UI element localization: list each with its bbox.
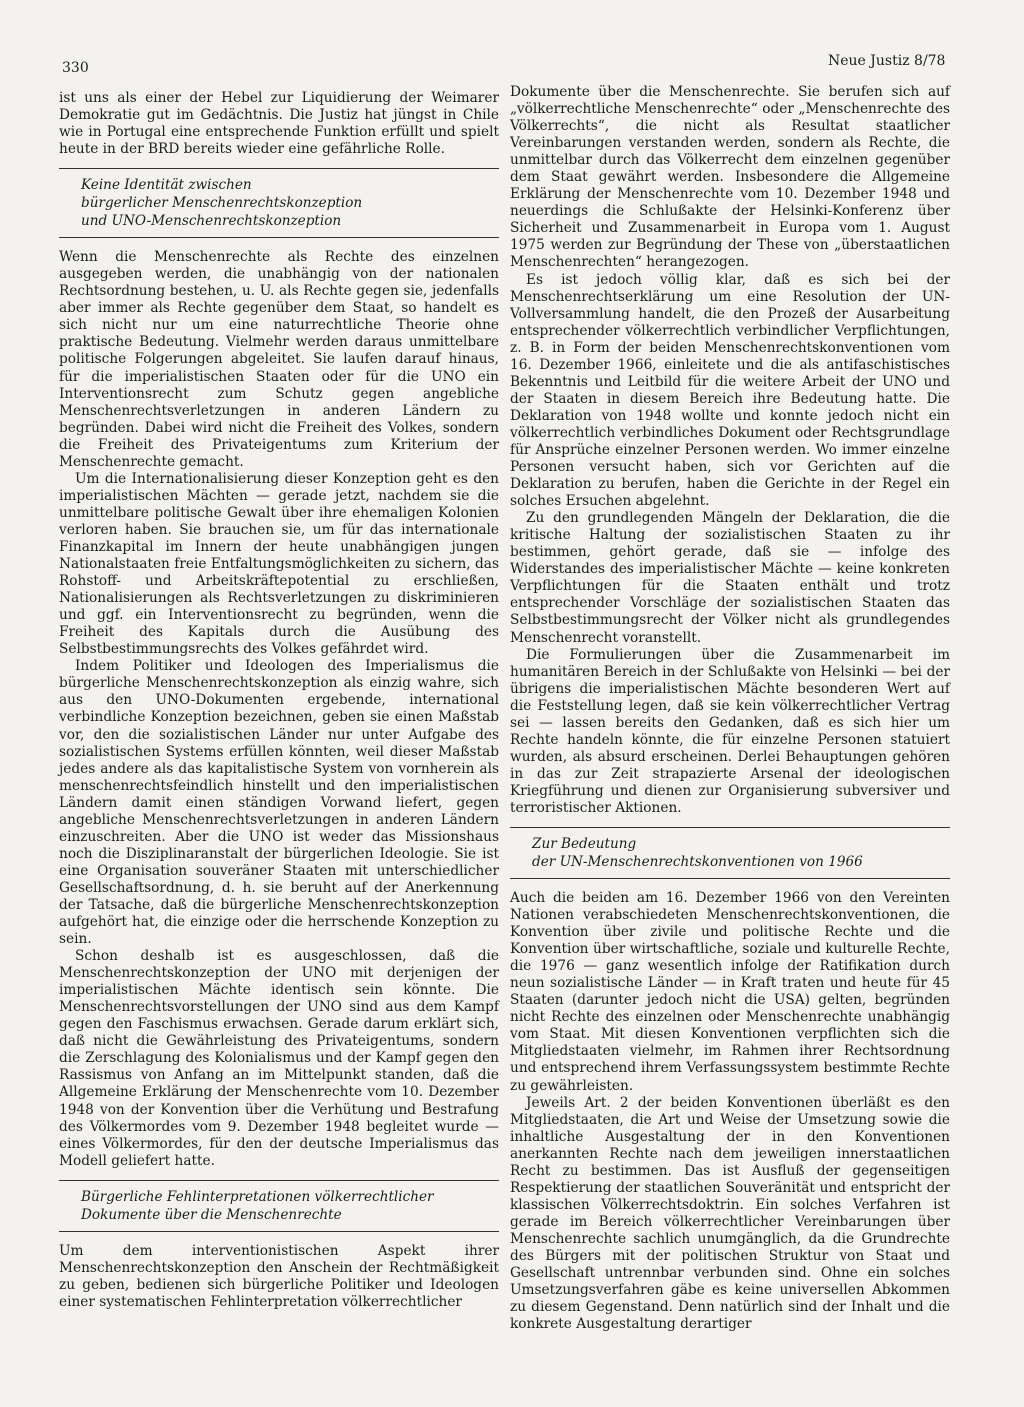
left-column [59,90,499,1311]
heading-line: Bürgerliche Fehlinterpretationen völkerrechtlicher [81,1188,434,1205]
section-heading [510,827,950,879]
paragraph: Indem Politiker und Ideologen des Imperialismus die bürgerliche Menschenrechtskonzeption als einzig wahre, sich aus den UNO-Dokumenten ergebende, international verbindliche Konzeption bezeichnen, geben sie einen Maßstab vor, den die sozialistischen Länder nur unter Aufgabe des sozialistischen Systems erfüllen könnten, weil dieser Maßstab jedes andere als das kapitalistische System von vornherein als menschenrechtsfeindlich hinstellt und den imperialistischen Ländern damit einen ständigen Vorwand liefert, gegen angebliche Menschenrechtsverletzungen in anderen Ländern einzuschreiten. Aber die UNO ist weder das Missionshaus noch die Disziplinaranstalt der bürgerlichen Ideologie. Sie ist eine Organisation souveräner Staaten mit unterschiedlicher Gesellschaftsordnung, d. h. sie beruht auf der Anerkennung der Tatsache, daß die bürgerliche Menschenrechtskonzeption aufgehört hat, die einzige oder die herrschende Konzeption zu sein. [59,658,499,948]
paragraph: Um die Internationalisierung dieser Konzeption geht es den imperialistischen Mächten — gerade jetzt, nachdem sie die unmittelbare politische Gewalt über ihre ehemaligen Kolonien verloren haben. Sie brauchen sie, um für das internationale Finanzkapital im Innern der heute unabhängigen jungen Nationalstaaten freie Entfaltungsmöglichkeiten zu sichern, das Rohstoff- und Arbeitskräftepotential zu erschließen, Nationalisierungen als Rechtsverletzungen zu diskriminieren und ggf. ein Interventionsrecht zu begründen, wenn die Freiheit des Kapitals durch die Ausübung des Selbstbestimmungsrechts des Volkes gefährdet wird. [59,470,499,658]
paragraph: Um dem interventionistischen Aspekt ihrer Menschenrechtskonzeption den Anschein der Rechtmäßigkeit zu geben, bedienen sich bürgerliche Politiker und Ideologen einer systematischen Fehlinterpretation völkerrechtlicher [59,1242,499,1310]
right-column [510,84,950,1333]
journal-title: Neue Justiz 8/78 [828,53,946,69]
paragraph: Jeweils Art. 2 der beiden Konventionen überläßt es den Mitgliedstaaten, die Art und Weise der Umsetzung sowie die inhaltliche Ausgestaltung der in den Konventionen anerkannten Rechte nach dem jeweiligen innerstaatlichen Recht zu bestimmen. Das ist Ausfluß der gegenseitigen Respektierung der staatlichen Souveränität und entspricht der klassischen Völkerrechtsdoktrin. Ein solches Verfahren ist gerade im Bereich völkerrechtlicher Vereinbarungen über Menschenrechte sachlich unumgänglich, da die Grundrechte des Bürgers mit der politischen Struktur von Staat und Gesellschaft untrennbar verbunden sind. Ohne ein solches Umsetzungsverfahren gäbe es keine universellen Abkommen zu diesem Gegenstand. Denn natürlich sind der Inhalt und die konkrete Ausgestaltung derartiger [510,1094,950,1333]
page-number: 330 [62,60,89,76]
paragraph: Zu den grundlegenden Mängeln der Deklaration, die die kritische Haltung der sozialistischen Staaten zu ihr bestimmen, gehört gerade, daß sie — infolge des Widerstandes des imperialistischer Mächte — keine konkreten Verpflichtungen für die Staaten enthält und trotz entsprechender Vorschläge der sozialistischen Staaten das Selbstbestimmungsrecht der Völker nicht als grundlegendes Menschenrecht voranstellt. [510,510,950,646]
heading-line: Dokumente über die Menschenrechte [81,1206,342,1223]
heading-line: Zur Bedeutung [532,836,637,853]
paragraph: Wenn die Menschenrechte als Rechte des einzelnen ausgegeben werden, die unabhängig von der nationalen Rechtsordnung bestehen, u. U. als Rechte gegen sie, jedenfalls aber immer als Rechte gegenüber dem Staat, so handelt es sich nicht nur um eine naturrechtliche Theorie ohne praktische Bedeutung. Vielmehr werden daraus unmittelbare politische Folgerungen abgeleitet. Sie laufen darauf hinaus, für die imperialistischen Staaten oder für die UNO ein Interventionsrecht zum Schutz gegen angebliche Menschenrechtsverletzungen in anderen Ländern zu begründen. Dabei wird nicht die Freiheit des Volkes, sondern die Freiheit des Privateigentums zum Kriterium der Menschenrechte gemacht. [59,249,499,470]
heading-line: und UNO-Menschenrechtskonzeption [81,213,342,230]
paragraph: Schon deshalb ist es ausgeschlossen, daß die Menschenrechtskonzeption der UNO mit derjenigen der imperialistischen Mächte identisch sein könnte. Die Menschenrechtsvorstellungen der UNO sind aus dem Kampf gegen den Faschismus erwachsen. Gerade darum erklärt sich, daß nicht die Gewährleistung des Privateigentums, sondern die Zerschlagung des Kolonialismus und der Kampf gegen den Rassismus von Anfang an im Mittelpunkt standen, daß die Allgemeine Erklärung der Menschenrechte vom 10. Dezember 1948 von der Konvention über die Verhütung und Bestrafung des Völkermordes vom 9. Dezember 1948 begleitet wurde — eines Völkermordes, für den der deutsche Imperialismus das Modell geliefert hatte. [59,948,499,1169]
paragraph: Auch die beiden am 16. Dezember 1966 von den Vereinten Nationen verabschiedeten Menschenrechtskonventionen, die Konvention über zivile und politische Rechte und die Konvention über wirtschaftliche, soziale und kulturelle Rechte, die 1976 — ganz wesentlich infolge der Ratifikation durch neun sozialistische Länder — in Kraft traten und heute für 45 Staaten (darunter jedoch nicht die USA) gelten, begründen nicht Rechte des einzelnen oder Menschenrechte unabhängig vom Staat. Mit diesen Konventionen verpflichten sich die Mitgliedstaaten vielmehr, im Rahmen ihrer Rechtsordnung und entsprechend ihrem Verfassungssystem bestimmte Rechte zu gewährleisten. [510,890,950,1094]
heading-line: Keine Identität zwischen [81,177,252,194]
heading-line: bürgerlicher Menschenrechtskonzeption [81,195,363,212]
paragraph: ist uns als einer der Hebel zur Liquidierung der Weimarer Demokratie gut im Gedächtnis. Die Justiz hat jüngst in Chile wie in Portugal eine entsprechende Funktion erfüllt und spielt heute in der BRD bereits wieder eine gefährliche Rolle. [59,90,499,158]
section-heading [59,168,499,238]
paragraph: Die Formulierungen über die Zusammenarbeit im humanitären Bereich in der Schlußakte von Helsinki — bei der übrigens die imperialistischen Mächte besonderen Wert auf die Feststellung legen, daß sie kein völkerrechtlicher Vertrag sei — lassen bereits den Gedanken, daß es sich hier um Rechte handeln könnte, die für einzelne Personen statuiert wurden, als absurd erscheinen. Derlei Behauptungen gehören in das zur Zeit strapazierte Arsenal der ideologischen Kriegführung und dienen zur Organisierung subversiver und terroristischer Aktionen. [510,646,950,816]
heading-line: der UN-Menschenrechtskonventionen von 1966 [532,854,863,871]
section-heading [59,1180,499,1232]
paragraph: Dokumente über die Menschenrechte. Sie berufen sich auf „völkerrechtliche Menschenrechte“ oder „Menschenrechte des Völkerrechts“, die nicht als Resultat staatlicher Vereinbarungen verstanden werden, sondern als Rechte, die unmittelbar durch das Völkerrecht dem einzelnen gegenüber dem Staat gewährt werden. Insbesondere die Allgemeine Erklärung der Menschenrechte vom 10. Dezember 1948 und neuerdings die Schlußakte der Helsinki-Konferenz über Sicherheit und Zusammenarbeit in Europa vom 1. August 1975 werden zur Begründung der These von „überstaatlichen Menschenrechten“ herangezogen. [510,84,950,271]
paragraph: Es ist jedoch völlig klar, daß es sich bei der Menschenrechtserklärung um eine Resolution der UN-Vollversammlung handelt, die den Prozeß der Ausarbeitung entsprechender völkerrechtlich verbindlicher Verpflichtungen, z. B. in Form der beiden Menschenrechtskonventionen vom 16. Dezember 1966, einleitete und die als antifaschistisches Bekenntnis und Leitbild für die weitere Arbeit der UNO und der Staaten in diesem Bereich ihre Bedeutung hatte. Die Deklaration von 1948 wollte und konnte jedoch nicht ein völkerrechtlich verbindliches Dokument oder Rechtsgrundlage für Ansprüche einzelner Personen werden. Wo immer einzelne Personen versucht haben, sich vor Gerichten auf die Deklaration zu berufen, haben die Gerichte in der Regel ein solches Ersuchen abgelehnt. [510,271,950,510]
